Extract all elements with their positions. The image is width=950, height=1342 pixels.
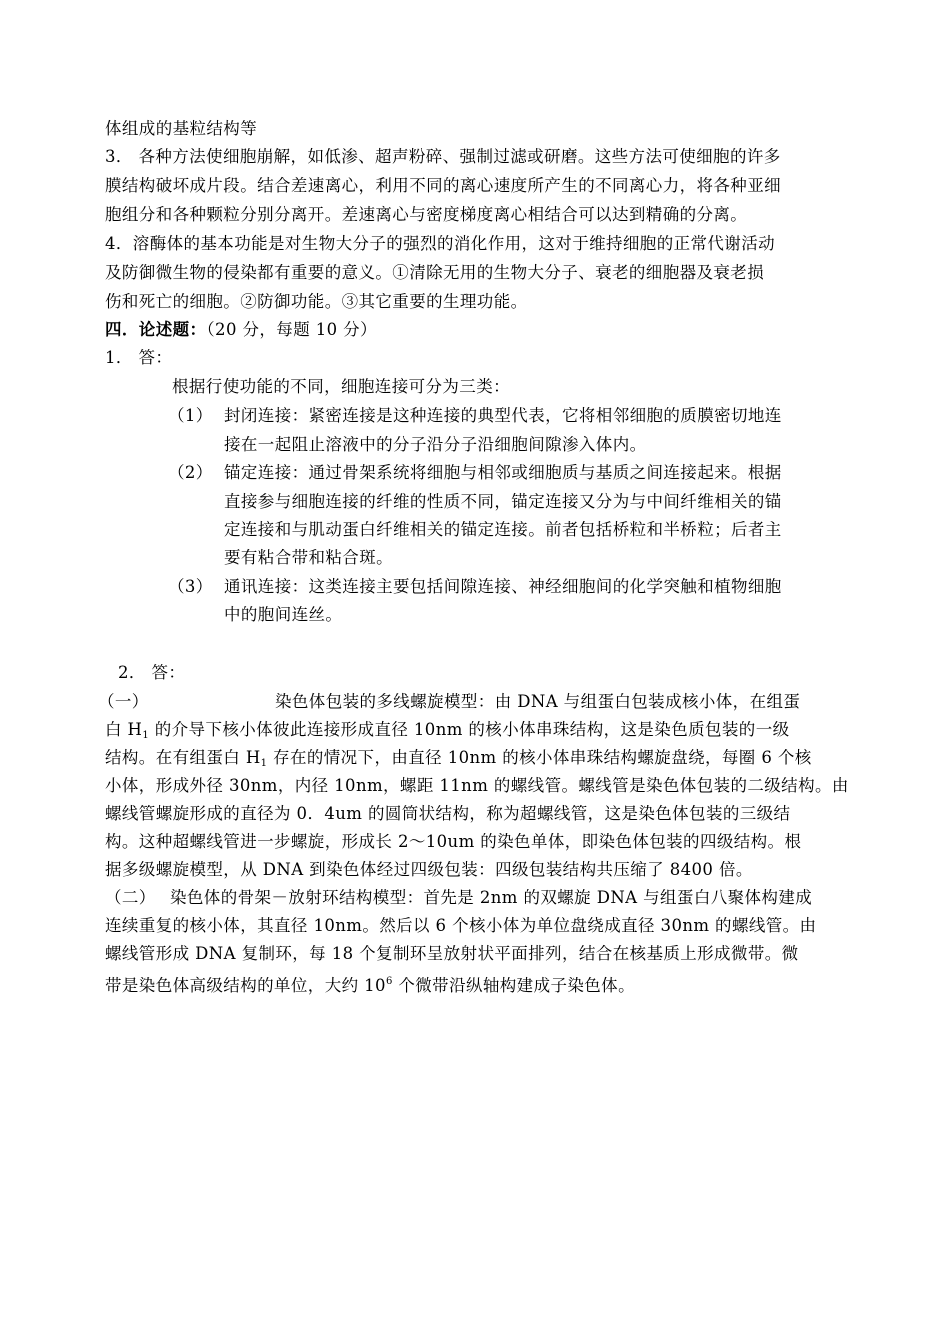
q2-part1-line2-b: 的介导下核小体彼此连接形成直径 10nm 的核小体串珠结构，这是染色质包装的一级 [149,720,790,739]
q2-part2-line4-b: 个微带沿纵轴构建成子染色体。 [392,976,635,995]
q2-part1-num: （一） [98,692,149,711]
q1-item1-line1: 封闭连接：紧密连接是这种连接的典型代表，它将相邻细胞的质膜密切地连 [224,406,782,425]
section-heading-title: 四．论述题： [105,320,207,339]
item4-line3: 伤和死亡的细胞。②防御功能。③其它重要的生理功能。 [105,292,528,311]
q1-item3-num: （3） [168,577,213,596]
q1-intro: 根据行使功能的不同，细胞连接可分为三类： [172,377,510,396]
q1-item2-line2: 直接参与细胞连接的纤维的性质不同，锚定连接又分为与中间纤维相关的锚 [224,492,782,511]
item3-line3: 胞组分和各种颗粒分别分离开。差速离心与密度梯度离心相结合可以达到精确的分离。 [105,205,748,224]
section-heading-note: （20 分，每题 10 分） [206,320,377,339]
q2-part1-line2-a: 白 H [105,720,143,739]
q2-label: 2． 答： [118,663,186,682]
item4-line2: 及防御微生物的侵染都有重要的意义。①清除无用的生物大分子、衰老的细胞器及衰老损 [105,263,765,282]
q2-part1-line6: 构。这种超螺线管进一步螺旋，形成长 2～10um 的染色单体，即染色体包装的四级结构。根 [105,832,802,851]
q2-part2-line3: 螺线管形成 DNA 复制环，每 18 个复制环呈放射状平面排列，结合在核基质上形成微带。微 [105,944,799,963]
q1-item3-line2: 中的胞间连丝。 [224,605,343,624]
superscript-6: 6 [385,976,393,987]
q2-part1-line3-a: 结构。在有组蛋白 H [105,748,261,767]
q2-part1-line4: 小体，形成外径 30nm，内径 10nm，螺距 11nm 的螺线管。螺线管是染色体包装的二级结构。由 [105,776,849,795]
subscript-1: 1 [260,758,268,769]
q2-part1-line1: 染色体包装的多线螺旋模型：由 DNA 与组蛋白包装成核小体，在组蛋 [275,692,801,711]
q2-part2-line2: 连续重复的核小体，其直径 10nm。然后以 6 个核小体为单位盘绕成直径 30nm 的螺线管。由 [105,916,817,935]
q1-item1-num: （1） [168,406,213,425]
q2-part2-line1: 染色体的骨架－放射环结构模型：首先是 2nm 的双螺旋 DNA 与组蛋白八聚体构建成 [170,888,813,907]
item2-tail: 体组成的基粒结构等 [105,119,258,138]
q2-part2-num: （二） [105,888,156,907]
item3-line1: 3． 各种方法使细胞崩解，如低渗、超声粉碎、强制过滤或研磨。这些方法可使细胞的许多 [105,147,781,166]
q2-part1-line3-b: 存在的情况下，由直径 10nm 的核小体串珠结构螺旋盘绕，每圈 6 个核 [267,748,812,767]
q2-part2-line4-a: 带是染色体高级结构的单位，大约 10 [105,976,386,995]
q1-item2-line3: 定连接和与肌动蛋白纤维相关的锚定连接。前者包括桥粒和半桥粒；后者主 [224,520,782,539]
subscript-1: 1 [142,730,150,741]
q1-label: 1． 答： [105,348,173,367]
q1-item3-line1: 通讯连接：这类连接主要包括间隙连接、神经细胞间的化学突触和植物细胞 [224,577,782,596]
q1-item1-line2: 接在一起阻止溶液中的分子沿分子沿细胞间隙渗入体内。 [224,435,647,454]
item3-line2: 膜结构破坏成片段。结合差速离心，利用不同的离心速度所产生的不同离心力，将各种亚细 [105,176,781,195]
q2-part1-line7: 据多级螺旋模型，从 DNA 到染色体经过四级包装：四级包装结构共压缩了 8400 倍。 [105,860,753,879]
item4-line1: 4．溶酶体的基本功能是对生物大分子的强烈的消化作用，这对于维持细胞的正常代谢活动 [105,234,775,253]
q2-part1-line5: 螺线管螺旋形成的直径为 0．4um 的圆筒状结构，称为超螺线管，这是染色体包装的三级结 [105,804,791,823]
q1-item2-num: （2） [168,463,213,482]
q1-item2-line1: 锚定连接：通过骨架系统将细胞与相邻或细胞质与基质之间连接起来。根据 [224,463,782,482]
q1-item2-line4: 要有粘合带和粘合斑。 [224,548,393,567]
q2-part2-line4 [105,968,635,1000]
section-heading [105,316,377,344]
